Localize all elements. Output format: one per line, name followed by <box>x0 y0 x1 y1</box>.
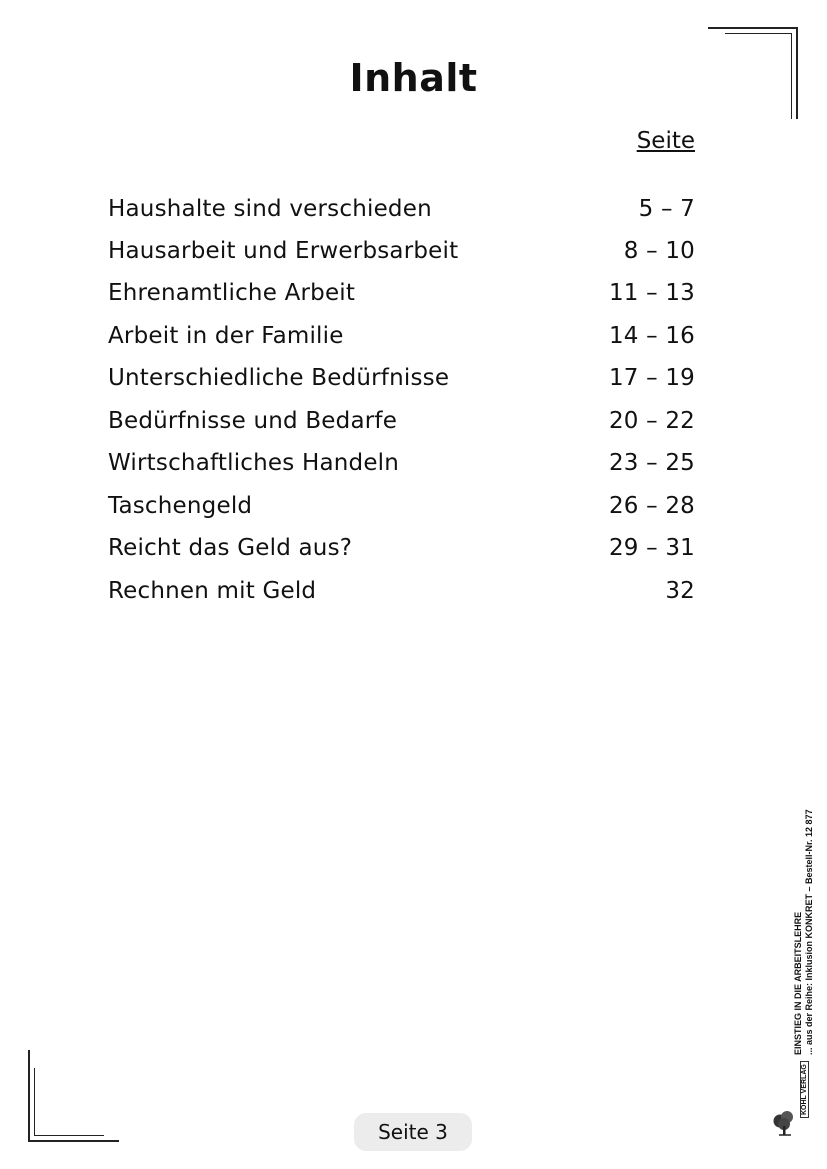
toc-label: Haushalte sind verschieden <box>108 196 432 222</box>
toc-row <box>108 493 695 529</box>
toc-label: Rechnen mit Geld <box>108 578 317 604</box>
toc-label: Wirtschaftliches Handeln <box>108 450 400 476</box>
toc-pages: 14 – 16 <box>608 323 695 349</box>
toc-label: Reicht das Geld aus? <box>108 535 353 561</box>
toc-row <box>108 450 695 486</box>
toc-row <box>108 365 695 401</box>
tree-logo-icon <box>771 1108 797 1136</box>
toc-label: Unterschiedliche Bedürfnisse <box>108 365 450 391</box>
page-title: Inhalt <box>349 56 478 100</box>
toc-pages: 26 – 28 <box>608 493 695 519</box>
toc-pages: 8 – 10 <box>623 238 695 264</box>
series-order-number: ... aus der Reihe: Inklusion KONKRET – Bestell-Nr. 12 877 <box>804 809 814 1055</box>
toc-pages: 29 – 31 <box>608 535 695 561</box>
toc-row <box>108 535 695 571</box>
toc-pages: 20 – 22 <box>608 408 695 434</box>
toc-row <box>108 196 695 232</box>
toc-pages: 32 <box>665 578 695 604</box>
toc-pages: 11 – 13 <box>608 280 695 306</box>
publisher-logo: KOHL VERLAG <box>800 1061 809 1118</box>
toc-label: Taschengeld <box>108 493 253 519</box>
toc-row <box>108 323 695 359</box>
toc-pages: 17 – 19 <box>608 365 695 391</box>
toc-label: Ehrenamtliche Arbeit <box>108 280 356 306</box>
toc-row <box>108 238 695 274</box>
toc-pages: 23 – 25 <box>608 450 695 476</box>
toc-row <box>108 280 695 316</box>
toc-label: Hausarbeit und Erwerbsarbeit <box>108 238 459 264</box>
publication-info <box>793 809 815 1055</box>
page-column-header: Seite <box>636 128 695 154</box>
toc-row <box>108 578 695 614</box>
toc-label: Arbeit in der Familie <box>108 323 344 349</box>
toc-pages: 5 – 7 <box>638 196 695 222</box>
series-title: EINSTIEG IN DIE ARBEITSLEHRE <box>793 911 803 1055</box>
corner-frame-bottom-left-inner <box>34 1068 104 1136</box>
toc-row <box>108 408 695 444</box>
page-number-badge: Seite 3 <box>354 1113 472 1151</box>
toc-label: Bedürfnisse und Bedarfe <box>108 408 398 434</box>
